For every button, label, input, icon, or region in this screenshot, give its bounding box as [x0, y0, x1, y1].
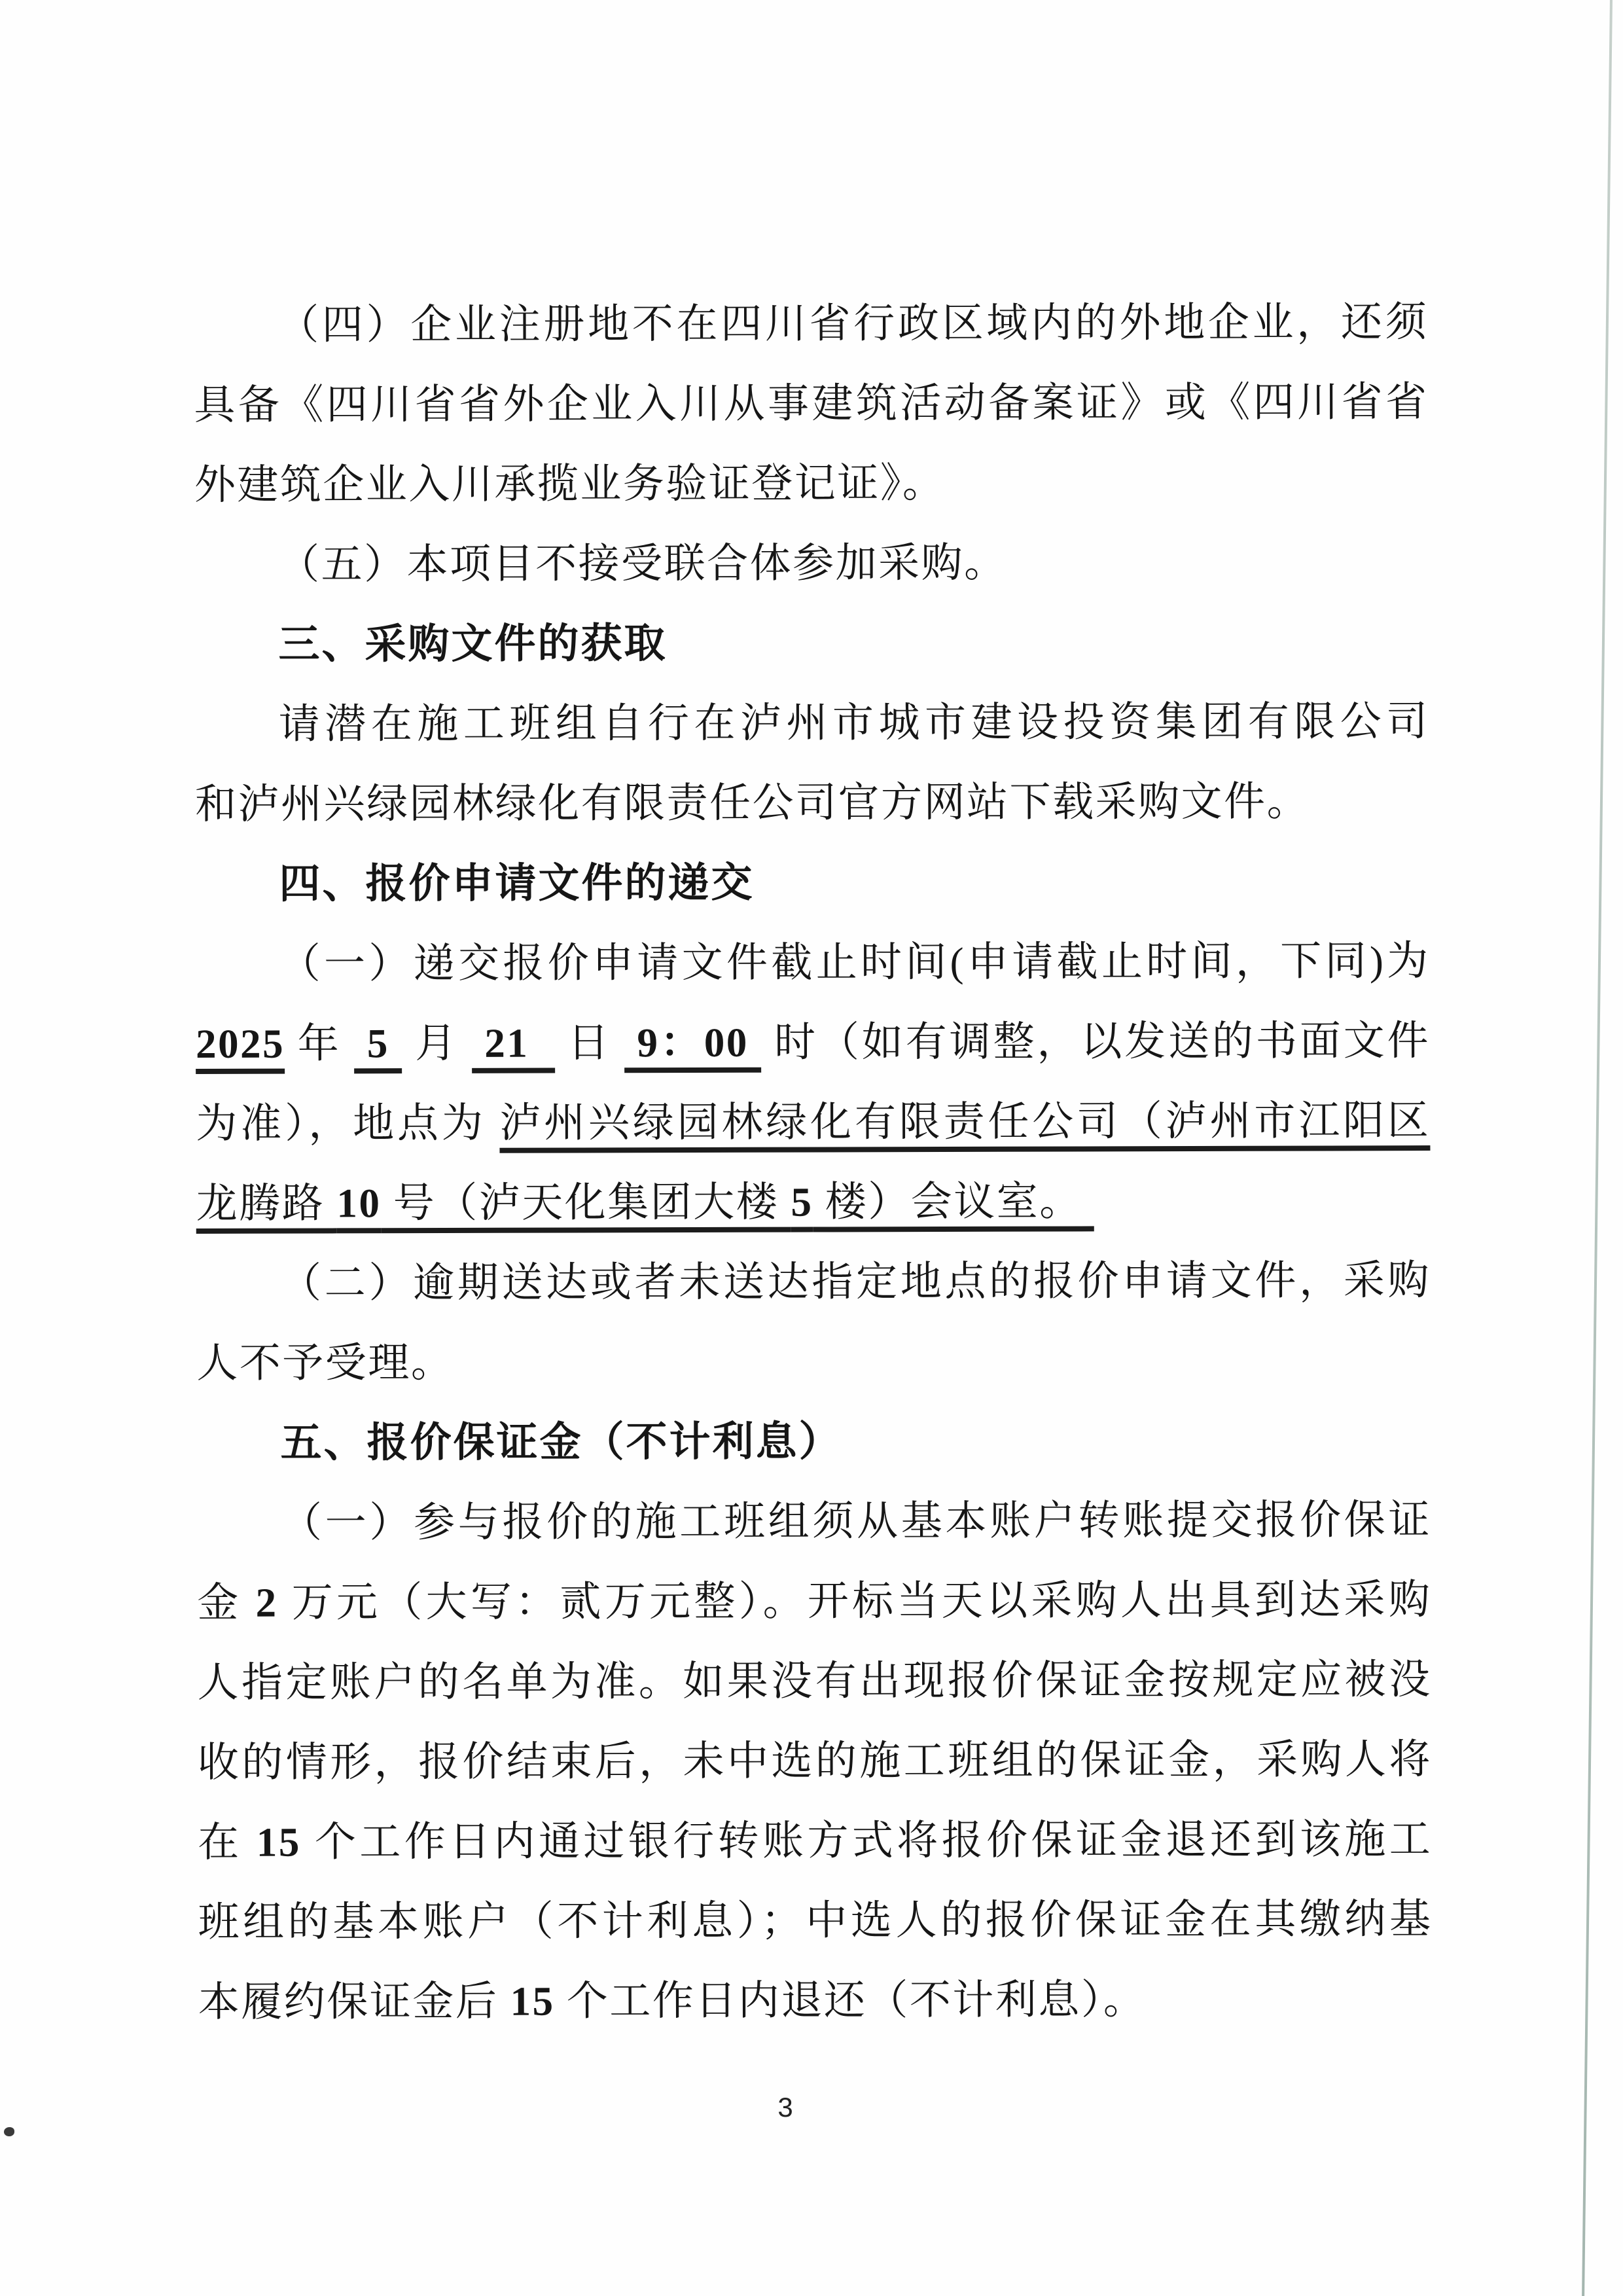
underlined-text: 5 [791, 1179, 813, 1232]
text-segment: 日 [554, 1020, 624, 1066]
para-section-5-item-1-line-3 [197, 1640, 1431, 1723]
text-segment: （一）参与报价的施工班组须从基本账户转账提交报价保证 [280, 1497, 1432, 1546]
section-heading-3 [194, 601, 1429, 685]
text-segment: 本履约保证金后 [198, 1978, 510, 2025]
text-segment: （二）逾期送达或者未送达指定地点的报价申请文件，采购 [279, 1257, 1431, 1306]
para-section-5-item-1-line-6 [198, 1879, 1432, 1962]
text-segment: （五）本项目不接受联合体参加采购。 [278, 539, 1007, 588]
para-section-5-item-1-line-4 [198, 1719, 1432, 1803]
underlined-text: 楼）会议室。 [813, 1178, 1094, 1232]
text-segment: 人不予受理。 [196, 1339, 454, 1386]
text-segment: 2 [255, 1579, 278, 1626]
text-segment: 在 [198, 1819, 257, 1865]
text-segment: 班组的基本账户（不计利息）；中选人的报价保证金在其缴纳基 [198, 1896, 1433, 1945]
ink-speck-artifact [4, 2127, 14, 2136]
para-section-5-item-1-line-2 [197, 1560, 1431, 1643]
text-segment: 具备《四川省省外企业入川从事建筑活动备案证》或《四川省省 [194, 379, 1429, 428]
para-section-5-item-1-line-5 [198, 1799, 1432, 1882]
para-section-4-item-1-line-1 [196, 921, 1430, 1004]
underlined-text: 9：00 [624, 1020, 762, 1073]
para-section-4-item-1-line-4 [196, 1160, 1431, 1244]
underlined-text: 10 [336, 1180, 381, 1233]
para-item-4-line-1 [194, 282, 1428, 365]
text-segment: 月 [402, 1020, 472, 1067]
text-segment: 时（如有调整，以发送的书面文件 [761, 1018, 1431, 1066]
para-item-4-line-2 [194, 362, 1428, 445]
text-segment: 金 [197, 1579, 256, 1626]
section-heading-5 [196, 1400, 1431, 1483]
text-segment: 15 [256, 1819, 301, 1865]
text-segment: 个工作日内退还（不计利息）。 [554, 1977, 1147, 2024]
para-section-5-item-1-line-1 [197, 1480, 1431, 1563]
underlined-text: 泸州兴绿园林绿化有限责任公司（泸州市江阳区 [499, 1098, 1430, 1153]
para-section-4-item-1-line-3 [196, 1081, 1430, 1164]
text-segment: 人指定账户的名单为准。如果没有出现报价保证金按规定应被没 [197, 1657, 1432, 1706]
text-segment: 15 [510, 1978, 555, 2024]
text-segment: （一）递交报价申请文件截止时间(申请截止时间，下同)为 [279, 938, 1430, 987]
para-section-4-item-2-line-1 [196, 1240, 1431, 1323]
text-segment: 外建筑企业入川承揽业务验证登记证》。 [194, 459, 946, 508]
text-segment: 年 [284, 1020, 355, 1067]
text-segment: 个工作日内通过银行转账方式将报价保证金退还到该施工 [300, 1816, 1433, 1865]
scanner-edge-line [1582, 0, 1613, 2296]
text-segment: 五、报价保证金（不计利息） [280, 1418, 842, 1466]
para-section-3-line-1 [195, 681, 1429, 764]
underlined-text: 龙腾路 [196, 1180, 337, 1234]
text-segment: 请潜在施工班组自行在泸州市城市建设投资集团有限公司 [278, 698, 1429, 747]
underlined-text: 号（泸天化集团大楼 [381, 1179, 791, 1234]
page-number: 3 [777, 2092, 793, 2123]
text-segment: 三、采购文件的获取 [278, 620, 668, 668]
underlined-text: 5 [354, 1020, 402, 1073]
text-segment: 和泸州兴绿园林绿化有限责任公司官方网站下载采购文件。 [194, 778, 1310, 827]
para-section-4-item-2-line-2 [196, 1320, 1431, 1403]
para-item-5 [194, 522, 1429, 605]
text-segment: 收的情形，报价结束后，未中选的施工班组的保证金，采购人将 [197, 1736, 1432, 1785]
para-section-4-item-1-line-2 [196, 1001, 1430, 1084]
text-segment: 万元（大写：贰万元整）。开标当天以采购人出具到达采购 [277, 1577, 1432, 1626]
text-segment: 四、报价申请文件的递交 [279, 859, 755, 907]
para-item-4-line-3 [194, 442, 1429, 525]
underlined-text: 2025 [196, 1021, 285, 1074]
text-segment: （四）企业注册地不在四川省行政区域内的外地企业，还须 [277, 299, 1429, 348]
text-segment: 为准），地点为 [196, 1100, 500, 1147]
document-body [194, 282, 1433, 2042]
underlined-text: 21 [472, 1020, 555, 1073]
para-section-3-line-2 [195, 761, 1429, 844]
section-heading-4 [195, 841, 1429, 924]
para-section-5-item-1-line-7 [198, 1959, 1433, 2042]
